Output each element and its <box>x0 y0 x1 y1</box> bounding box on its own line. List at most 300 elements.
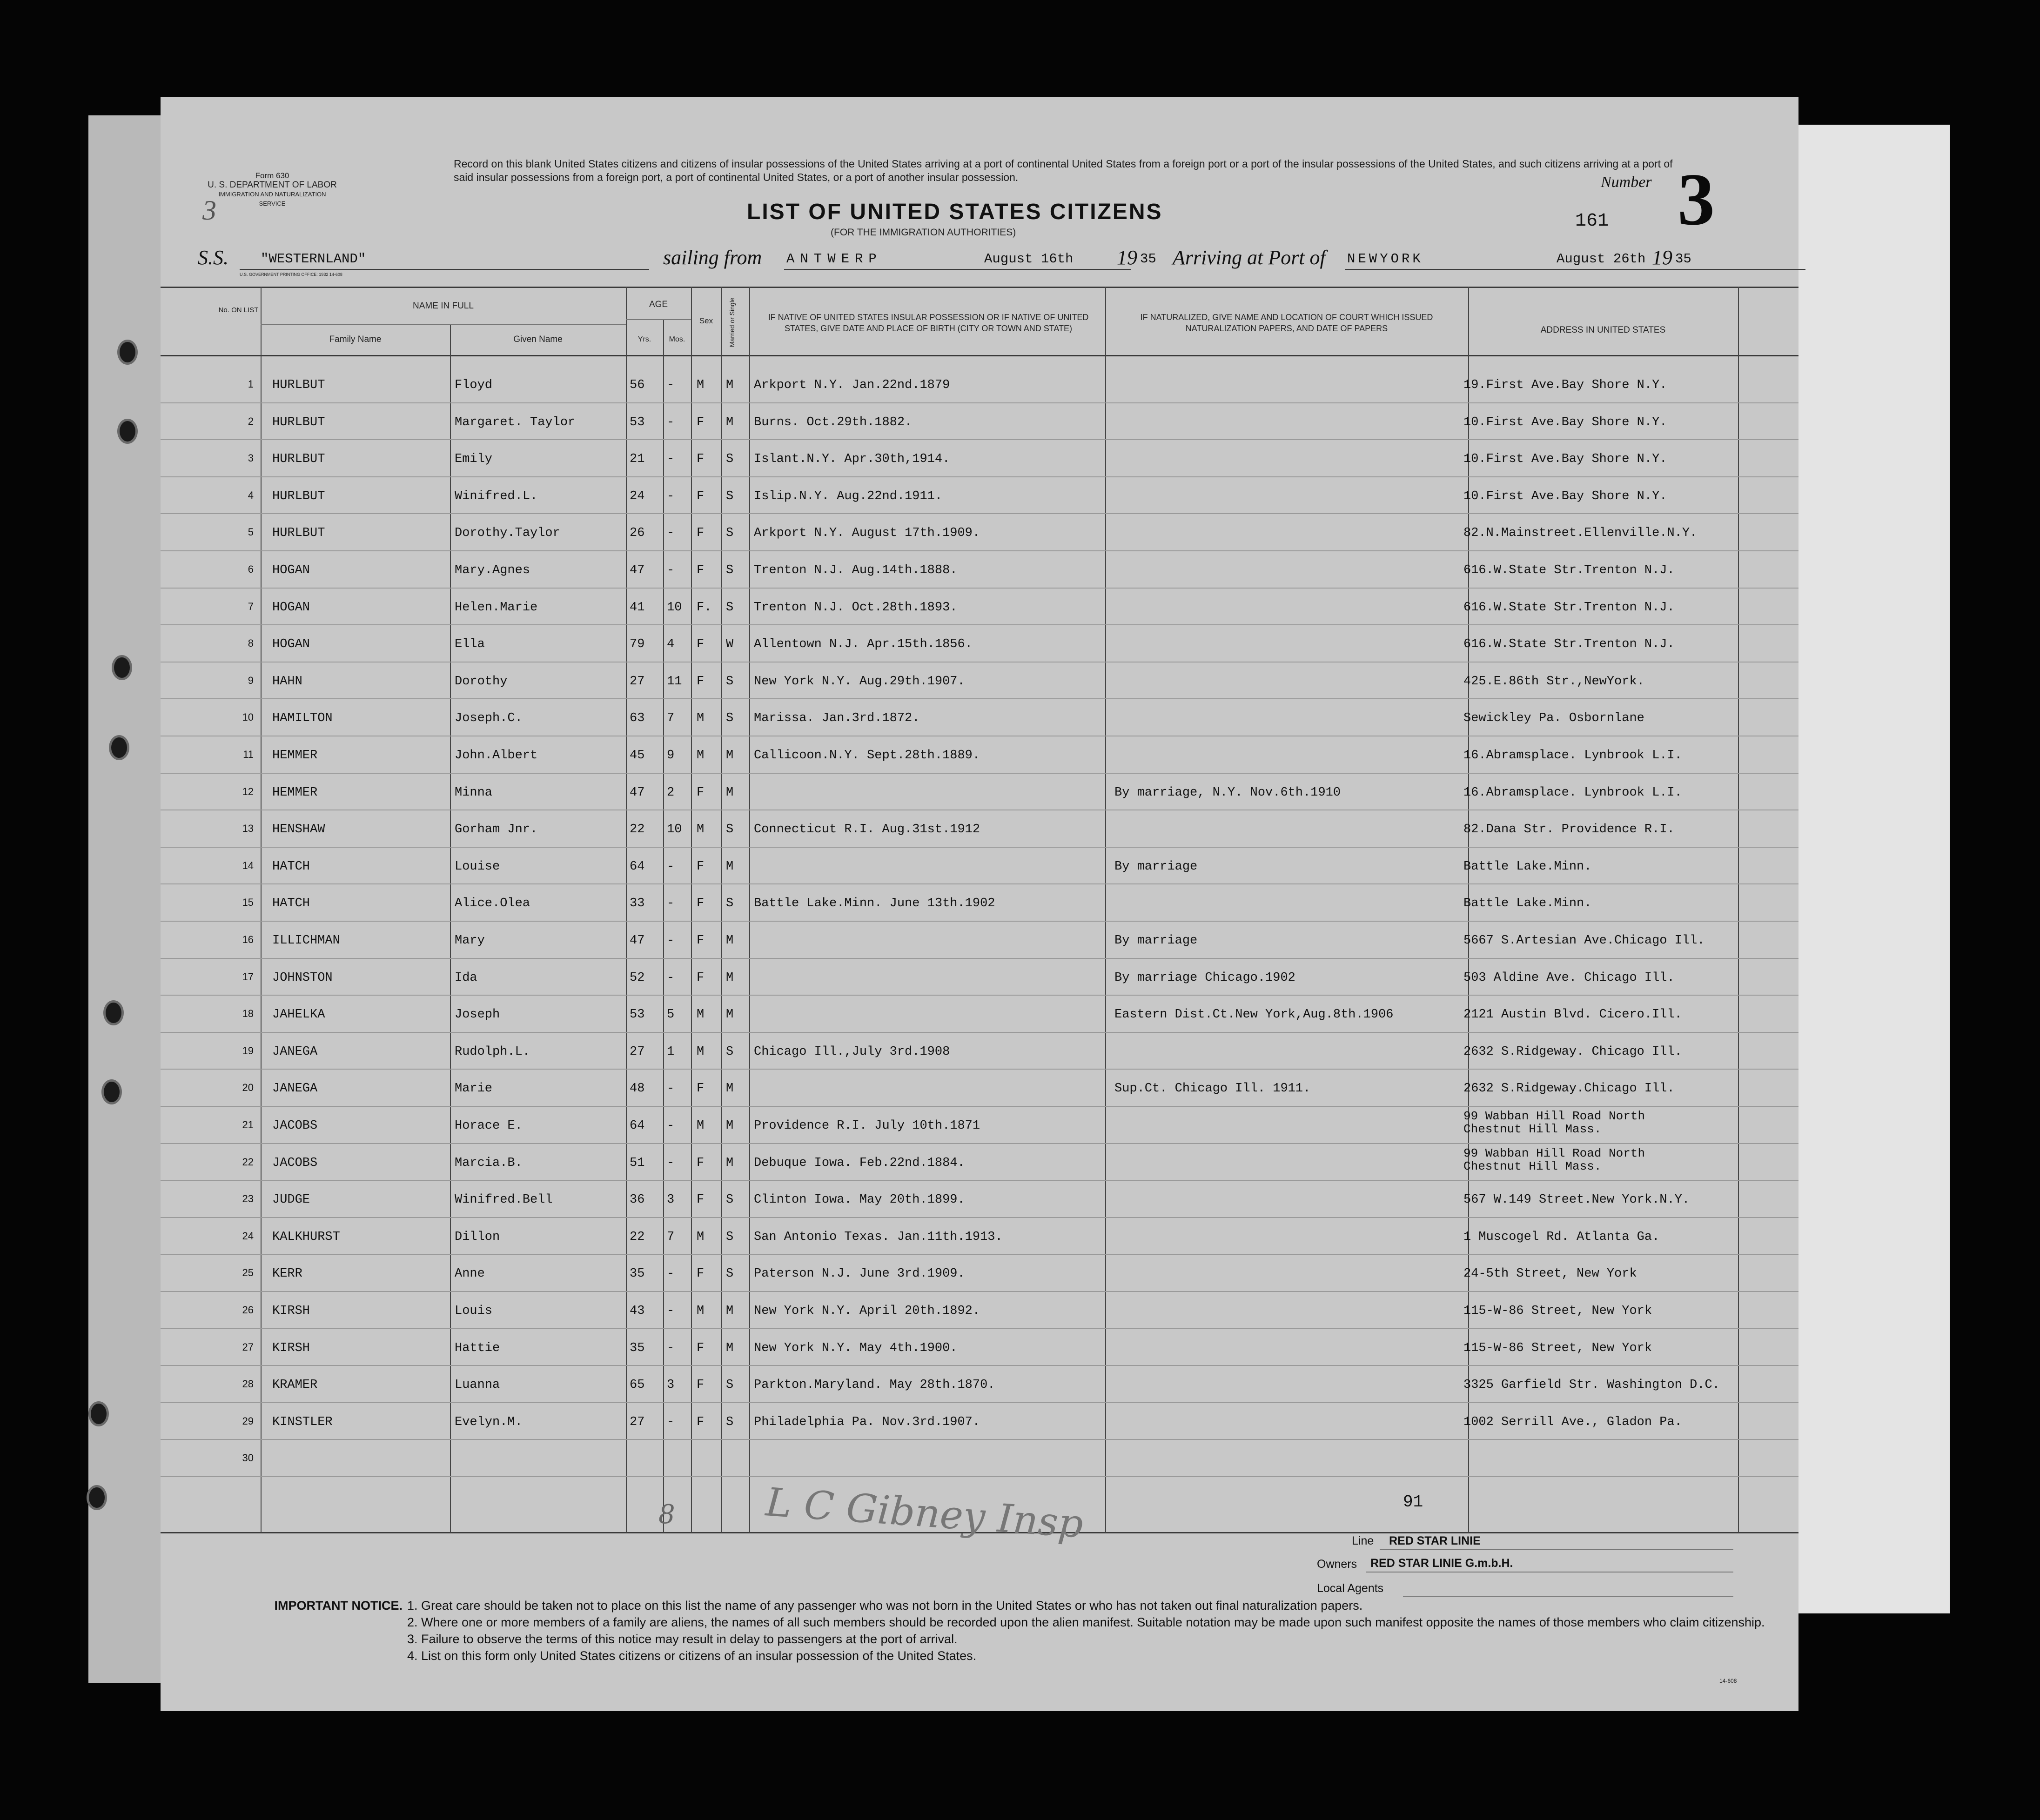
row-11-family: HEMMER <box>272 749 318 763</box>
row-19-yrs: 27 <box>630 1045 645 1059</box>
row-divider <box>161 402 1798 403</box>
row-divider <box>161 513 1798 514</box>
row-7-ms: S <box>726 601 734 615</box>
row-7-mos: 10 <box>667 601 682 615</box>
margin-mark: 3 <box>202 195 216 226</box>
row-18-family: JAHELKA <box>272 1008 325 1022</box>
row-23-given: Winifred.Bell <box>455 1193 553 1207</box>
row-3-family: HURLBUT <box>272 452 325 466</box>
row-16-addr: 5667 S.Artesian Ave.Chicago Ill. <box>1463 934 1705 948</box>
row-20-nat: Sup.Ct. Chicago Ill. 1911. <box>1114 1082 1311 1096</box>
row-3-addr: 10.First Ave.Bay Shore N.Y. <box>1463 452 1667 466</box>
header-married-single: Married or Single <box>728 297 736 348</box>
row-6-given: Mary.Agnes <box>455 563 530 577</box>
row-20-addr: 2632 S.Ridgeway.Chicago Ill. <box>1463 1082 1675 1096</box>
manifest-page <box>161 97 1798 1711</box>
row-1-birth: Arkport N.Y. Jan.22nd.1879 <box>754 378 950 392</box>
row-23-birth: Clinton Iowa. May 20th.1899. <box>754 1193 965 1207</box>
row-10-no: 10 <box>242 711 254 723</box>
row-divider <box>161 1106 1798 1107</box>
row-30-no: 30 <box>242 1452 254 1464</box>
row-17-addr: 503 Aldine Ave. Chicago Ill. <box>1463 971 1675 985</box>
row-18-sex: M <box>697 1008 705 1022</box>
row-4-yrs: 24 <box>630 489 645 503</box>
row-divider <box>161 883 1798 884</box>
row-21-yrs: 64 <box>630 1119 645 1133</box>
row-9-no: 9 <box>248 675 254 686</box>
row-divider <box>161 995 1798 996</box>
row-25-family: KERR <box>272 1267 302 1281</box>
row-29-family: KINSTLER <box>272 1415 333 1429</box>
row-divider <box>161 1402 1798 1403</box>
row-24-yrs: 22 <box>630 1230 645 1244</box>
row-15-given: Alice.Olea <box>455 897 530 910</box>
row-13-yrs: 22 <box>630 823 645 836</box>
row-9-addr: 425.E.86th Str.,NewYork. <box>1463 675 1644 689</box>
row-14-yrs: 64 <box>630 860 645 874</box>
row-4-sex: F <box>697 489 705 503</box>
row-divider <box>161 1254 1798 1255</box>
row-21-birth: Providence R.I. July 10th.1871 <box>754 1119 980 1133</box>
year-prefix: 19 <box>1117 246 1137 269</box>
binder-hole <box>109 735 129 760</box>
row-12-nat: By marriage, N.Y. Nov.6th.1910 <box>1114 786 1341 800</box>
row-21-given: Horace E. <box>455 1119 523 1133</box>
row-14-mos: - <box>667 860 675 874</box>
row-25-no: 25 <box>242 1267 254 1278</box>
row-14-addr: Battle Lake.Minn. <box>1463 860 1592 874</box>
row-15-sex: F <box>697 897 705 910</box>
row-10-addr: Sewickley Pa. Osbornlane <box>1463 711 1644 725</box>
arrive-date: August 26th <box>1557 251 1646 267</box>
row-7-addr: 616.W.State Str.Trenton N.J. <box>1463 601 1675 615</box>
row-27-sex: F <box>697 1341 705 1355</box>
owners-label: Owners <box>1317 1558 1357 1571</box>
depart-year: 35 <box>1140 251 1156 267</box>
row-12-family: HEMMER <box>272 786 318 800</box>
row-1-no: 1 <box>248 378 254 390</box>
row-27-birth: New York N.Y. May 4th.1900. <box>754 1341 958 1355</box>
row-13-given: Gorham Jnr. <box>455 823 538 836</box>
row-1-given: Floyd <box>455 378 493 392</box>
row-divider <box>161 1143 1798 1144</box>
row-2-sex: F <box>697 415 705 429</box>
line-name: RED STAR LINIE <box>1389 1534 1481 1547</box>
row-25-birth: Paterson N.J. June 3rd.1909. <box>754 1267 965 1281</box>
row-19-mos: 1 <box>667 1045 675 1059</box>
row-5-ms: S <box>726 526 734 540</box>
row-20-mos: - <box>667 1082 675 1096</box>
row-divider <box>161 1217 1798 1218</box>
row-16-family: ILLICHMAN <box>272 934 340 948</box>
row-11-ms: M <box>726 749 734 763</box>
row-24-addr: 1 Muscogel Rd. Atlanta Ga. <box>1463 1230 1660 1244</box>
row-9-given: Dorothy <box>455 675 508 689</box>
inspector-signature: L C Gibney Insp <box>764 1479 1085 1547</box>
row-29-given: Evelyn.M. <box>455 1415 523 1429</box>
right-adjacent-sheet <box>1787 125 1950 1613</box>
row-10-yrs: 63 <box>630 711 645 725</box>
port-to: NEWYORK <box>1347 251 1423 267</box>
row-12-no: 12 <box>242 786 254 797</box>
notice-item: 1. Great care should be taken not to place on this list the name of any passenger who was not born in the United States or who has not taken out final naturalization papers. <box>407 1599 1363 1613</box>
row-23-addr: 567 W.149 Street.New York.N.Y. <box>1463 1193 1690 1207</box>
row-24-family: KALKHURST <box>272 1230 340 1244</box>
row-19-no: 19 <box>242 1045 254 1057</box>
row-7-no: 7 <box>248 601 254 612</box>
row-27-given: Hattie <box>455 1341 500 1355</box>
department: U. S. DEPARTMENT OF LABOR <box>208 180 337 190</box>
row-7-yrs: 41 <box>630 601 645 615</box>
row-20-ms: M <box>726 1082 734 1096</box>
row-18-yrs: 53 <box>630 1008 645 1022</box>
row-8-addr: 616.W.State Str.Trenton N.J. <box>1463 637 1675 651</box>
row-1-addr: 19.First Ave.Bay Shore N.Y. <box>1463 378 1667 392</box>
binder-hole <box>101 1079 122 1104</box>
row-23-family: JUDGE <box>272 1193 310 1207</box>
agents-label: Local Agents <box>1317 1582 1384 1595</box>
row-7-family: HOGAN <box>272 601 310 615</box>
notice-item: 4. List on this form only United States citizens or citizens of an insular possession of the United States. <box>407 1649 977 1663</box>
row-28-yrs: 65 <box>630 1378 645 1392</box>
depart-date: August 16th <box>984 251 1074 267</box>
row-2-yrs: 53 <box>630 415 645 429</box>
row-26-no: 26 <box>242 1304 254 1316</box>
row-15-addr: Battle Lake.Minn. <box>1463 897 1592 910</box>
row-22-no: 22 <box>242 1156 254 1168</box>
row-9-ms: S <box>726 675 734 689</box>
row-17-family: JOHNSTON <box>272 971 333 985</box>
row-19-given: Rudolph.L. <box>455 1045 530 1059</box>
row-6-birth: Trenton N.J. Aug.14th.1888. <box>754 563 958 577</box>
row-5-no: 5 <box>248 526 254 538</box>
row-26-ms: M <box>726 1304 734 1318</box>
row-26-birth: New York N.Y. April 20th.1892. <box>754 1304 980 1318</box>
header-yrs: Yrs. <box>638 335 651 343</box>
row-17-mos: - <box>667 971 675 985</box>
binder-hole <box>117 340 138 365</box>
binder-hole <box>112 655 132 680</box>
header-birth: IF NATIVE OF UNITED STATES INSULAR POSSESSION OR IF NATIVE OF UNITED STATES, GIVE DATE AND PLACE OF BIRTH (CITY OR TOWN AND STATE) <box>768 313 1089 333</box>
row-17-given: Ida <box>455 971 477 985</box>
row-29-addr: 1002 Serrill Ave., Gladon Pa. <box>1463 1415 1682 1429</box>
row-12-given: Minna <box>455 786 493 800</box>
row-25-mos: - <box>667 1267 675 1281</box>
row-24-mos: 7 <box>667 1230 675 1244</box>
row-15-family: HATCH <box>272 897 310 910</box>
row-13-mos: 10 <box>667 823 682 836</box>
row-25-given: Anne <box>455 1267 485 1281</box>
row-6-yrs: 47 <box>630 563 645 577</box>
row-14-given: Louise <box>455 860 500 874</box>
notice-label: IMPORTANT NOTICE. <box>274 1599 403 1613</box>
row-12-sex: F <box>697 786 705 800</box>
row-18-nat: Eastern Dist.Ct.New York,Aug.8th.1906 <box>1114 1008 1394 1022</box>
row-6-sex: F <box>697 563 705 577</box>
row-2-mos: - <box>667 415 675 429</box>
header-family-name: Family Name <box>329 335 382 344</box>
row-9-family: HAHN <box>272 675 302 689</box>
row-3-sex: F <box>697 452 705 466</box>
header-given-name: Given Name <box>513 335 563 344</box>
line-label: Line <box>1352 1534 1374 1547</box>
row-23-ms: S <box>726 1193 734 1207</box>
row-8-no: 8 <box>248 637 254 649</box>
row-28-ms: S <box>726 1378 734 1392</box>
row-divider <box>161 439 1798 440</box>
row-16-mos: - <box>667 934 675 948</box>
row-2-family: HURLBUT <box>272 415 325 429</box>
row-17-yrs: 52 <box>630 971 645 985</box>
row-29-sex: F <box>697 1415 705 1429</box>
row-5-addr: 82.N.Mainstreet.Ellenville.N.Y. <box>1463 526 1698 540</box>
row-divider <box>161 550 1798 551</box>
row-20-sex: F <box>697 1082 705 1096</box>
row-22-sex: F <box>697 1156 705 1170</box>
row-22-yrs: 51 <box>630 1156 645 1170</box>
row-4-family: HURLBUT <box>272 489 325 503</box>
row-16-nat: By marriage <box>1114 934 1198 948</box>
row-8-family: HOGAN <box>272 637 310 651</box>
row-1-family: HURLBUT <box>272 378 325 392</box>
row-3-yrs: 21 <box>630 452 645 466</box>
row-26-addr: 115-W-86 Street, New York <box>1463 1304 1652 1318</box>
row-28-no: 28 <box>242 1378 254 1390</box>
row-22-mos: - <box>667 1156 675 1170</box>
row-divider <box>161 1476 1798 1477</box>
row-divider <box>161 1328 1798 1329</box>
row-20-yrs: 48 <box>630 1082 645 1096</box>
row-8-mos: 4 <box>667 637 675 651</box>
row-8-given: Ella <box>455 637 485 651</box>
row-3-given: Emily <box>455 452 493 466</box>
row-divider <box>161 1180 1798 1181</box>
row-2-given: Margaret. Taylor <box>455 415 576 429</box>
row-27-mos: - <box>667 1341 675 1355</box>
row-22-family: JACOBS <box>272 1156 318 1170</box>
row-10-ms: S <box>726 711 734 725</box>
row-22-addr: 99 Wabban Hill Road North Chestnut Hill Mass. <box>1463 1146 1645 1173</box>
binder-hole <box>87 1485 107 1510</box>
row-28-mos: 3 <box>667 1378 675 1392</box>
row-11-sex: M <box>697 749 705 763</box>
row-29-birth: Philadelphia Pa. Nov.3rd.1907. <box>754 1415 980 1429</box>
row-6-no: 6 <box>248 563 254 575</box>
row-23-yrs: 36 <box>630 1193 645 1207</box>
row-15-yrs: 33 <box>630 897 645 910</box>
row-divider <box>161 588 1798 589</box>
row-25-sex: F <box>697 1267 705 1281</box>
row-16-ms: M <box>726 934 734 948</box>
row-28-addr: 3325 Garfield Str. Washington D.C. <box>1463 1378 1720 1392</box>
row-21-mos: - <box>667 1119 675 1133</box>
row-19-birth: Chicago Ill.,July 3rd.1908 <box>754 1045 950 1059</box>
row-13-no: 13 <box>242 823 254 834</box>
number-label: Number <box>1601 174 1652 191</box>
row-7-birth: Trenton N.J. Oct.28th.1893. <box>754 601 958 615</box>
row-15-birth: Battle Lake.Minn. June 13th.1902 <box>754 897 995 910</box>
row-3-no: 3 <box>248 452 254 464</box>
row-27-no: 27 <box>242 1341 254 1353</box>
binder-hole <box>88 1401 109 1426</box>
row-9-yrs: 27 <box>630 675 645 689</box>
row-29-mos: - <box>667 1415 675 1429</box>
row-18-given: Joseph <box>455 1008 500 1022</box>
sailing-label: sailing from <box>663 246 762 269</box>
row-19-addr: 2632 S.Ridgeway. Chicago Ill. <box>1463 1045 1682 1059</box>
row-11-addr: 16.Abramsplace. Lynbrook L.I. <box>1463 749 1682 763</box>
binder-hole <box>117 419 138 444</box>
row-12-ms: M <box>726 786 734 800</box>
header-address: ADDRESS IN UNITED STATES <box>1540 325 1666 335</box>
row-18-mos: 5 <box>667 1008 675 1022</box>
row-24-no: 24 <box>242 1230 254 1242</box>
arriving-label: Arriving at Port of <box>1173 246 1326 269</box>
header-no-on-list: No. ON LIST <box>218 306 259 314</box>
row-1-sex: M <box>697 378 705 392</box>
row-16-sex: F <box>697 934 705 948</box>
row-28-family: KRAMER <box>272 1378 318 1392</box>
row-25-yrs: 35 <box>630 1267 645 1281</box>
notice-item: 2. Where one or more members of a family are aliens, the names of all such members should be recorded upon the alien manifest. Suitable notation may be made upon such manifest opposite the names of those members who claim citizenship. <box>407 1615 1765 1629</box>
row-4-birth: Islip.N.Y. Aug.22nd.1911. <box>754 489 943 503</box>
row-24-given: Dillon <box>455 1230 500 1244</box>
row-divider <box>161 1291 1798 1292</box>
row-13-birth: Connecticut R.I. Aug.31st.1912 <box>754 823 980 836</box>
row-14-no: 14 <box>242 860 254 871</box>
row-5-sex: F <box>697 526 705 540</box>
row-2-addr: 10.First Ave.Bay Shore N.Y. <box>1463 415 1667 429</box>
stamp-number: 161 <box>1575 211 1609 232</box>
row-14-family: HATCH <box>272 860 310 874</box>
row-28-sex: F <box>697 1378 705 1392</box>
row-16-yrs: 47 <box>630 934 645 948</box>
row-15-no: 15 <box>242 897 254 908</box>
row-21-ms: M <box>726 1119 734 1133</box>
row-5-family: HURLBUT <box>272 526 325 540</box>
row-3-birth: Islant.N.Y. Apr.30th,1914. <box>754 452 950 466</box>
row-27-yrs: 35 <box>630 1341 645 1355</box>
header-naturalized: IF NATURALIZED, GIVE NAME AND LOCATION OF COURT WHICH ISSUED NATURALIZATION PAPERS, AND DATE OF PAPERS <box>1140 313 1433 333</box>
row-6-mos: - <box>667 563 675 577</box>
row-26-given: Louis <box>455 1304 493 1318</box>
row-9-birth: New York N.Y. Aug.29th.1907. <box>754 675 965 689</box>
row-19-ms: S <box>726 1045 734 1059</box>
row-13-ms: S <box>726 823 734 836</box>
row-26-family: KIRSH <box>272 1304 310 1318</box>
row-11-birth: Callicoon.N.Y. Sept.28th.1889. <box>754 749 980 763</box>
row-21-no: 21 <box>242 1119 254 1131</box>
intro-text: Record on this blank United States citizens and citizens of insular possessions of the United States arriving at a port of continental United States from a foreign port or a port of the insular possessions of the United States, and such citizens arriving at a port of said insular possessions from a foreign port, a port of continental United States, or a port of another insular possession. <box>454 158 1673 183</box>
row-18-no: 18 <box>242 1008 254 1019</box>
row-25-ms: S <box>726 1267 734 1281</box>
row-4-ms: S <box>726 489 734 503</box>
service: IMMIGRATION AND NATURALIZATION SERVICE <box>218 191 326 207</box>
arrive-year: 35 <box>1675 251 1691 267</box>
row-16-no: 16 <box>242 934 254 945</box>
row-1-mos: - <box>667 378 675 392</box>
row-4-given: Winifred.L. <box>455 489 538 503</box>
row-13-family: HENSHAW <box>272 823 325 836</box>
owners-name: RED STAR LINIE G.m.b.H. <box>1370 1557 1513 1570</box>
row-20-family: JANEGA <box>272 1082 318 1096</box>
row-14-sex: F <box>697 860 705 874</box>
row-15-mos: - <box>667 897 675 910</box>
row-1-ms: M <box>726 378 734 392</box>
row-7-sex: F. <box>697 601 712 615</box>
row-8-yrs: 79 <box>630 637 645 651</box>
page-title: LIST OF UNITED STATES CITIZENS <box>747 200 1163 224</box>
row-10-sex: M <box>697 711 705 725</box>
row-divider <box>161 624 1798 625</box>
row-9-mos: 11 <box>667 675 682 689</box>
binder-hole <box>103 1000 124 1025</box>
row-5-given: Dorothy.Taylor <box>455 526 560 540</box>
row-5-birth: Arkport N.Y. August 17th.1909. <box>754 526 980 540</box>
row-29-no: 29 <box>242 1415 254 1427</box>
row-divider <box>161 1365 1798 1366</box>
row-19-sex: M <box>697 1045 705 1059</box>
row-divider <box>161 847 1798 848</box>
row-20-given: Marie <box>455 1082 493 1096</box>
row-8-sex: F <box>697 637 705 651</box>
row-18-ms: M <box>726 1008 734 1022</box>
row-17-no: 17 <box>242 971 254 983</box>
form-id <box>207 171 337 208</box>
row-4-mos: - <box>667 489 675 503</box>
row-24-sex: M <box>697 1230 705 1244</box>
row-22-birth: Debuque Iowa. Feb.22nd.1884. <box>754 1156 965 1170</box>
header-age: AGE <box>649 300 668 309</box>
page-subtitle: (FOR THE IMMIGRATION AUTHORITIES) <box>831 227 1016 238</box>
header-sex: Sex <box>699 316 713 325</box>
row-21-addr: 99 Wabban Hill Road North Chestnut Hill Mass. <box>1463 1109 1645 1136</box>
row-24-birth: San Antonio Texas. Jan.11th.1913. <box>754 1230 1003 1244</box>
row-27-addr: 115-W-86 Street, New York <box>1463 1341 1652 1355</box>
row-12-mos: 2 <box>667 786 675 800</box>
notice-list <box>407 1597 1771 1664</box>
row-13-sex: M <box>697 823 705 836</box>
row-29-yrs: 27 <box>630 1415 645 1429</box>
row-25-addr: 24-5th Street, New York <box>1463 1267 1637 1281</box>
printing-office: U.S. GOVERNMENT PRINTING OFFICE: 1932 14-608 <box>240 272 342 277</box>
row-11-mos: 9 <box>667 749 675 763</box>
header-mos: Mos. <box>669 335 685 343</box>
row-19-family: JANEGA <box>272 1045 318 1059</box>
row-2-no: 2 <box>248 415 254 427</box>
handwritten-count: 8 <box>658 1499 675 1530</box>
row-11-no: 11 <box>243 749 254 760</box>
row-divider <box>161 1032 1798 1033</box>
row-18-addr: 2121 Austin Blvd. Cicero.Ill. <box>1463 1008 1682 1022</box>
row-23-no: 23 <box>242 1193 254 1204</box>
row-27-family: KIRSH <box>272 1341 310 1355</box>
row-16-given: Mary <box>455 934 485 948</box>
row-divider <box>161 773 1798 774</box>
row-6-family: HOGAN <box>272 563 310 577</box>
row-3-mos: - <box>667 452 675 466</box>
row-7-given: Helen.Marie <box>455 601 538 615</box>
row-23-mos: 3 <box>667 1193 675 1207</box>
row-divider <box>161 1069 1798 1070</box>
row-17-sex: F <box>697 971 705 985</box>
row-22-given: Marcia.B. <box>455 1156 523 1170</box>
row-21-family: JACOBS <box>272 1119 318 1133</box>
row-10-birth: Marissa. Jan.3rd.1872. <box>754 711 920 725</box>
row-22-ms: M <box>726 1156 734 1170</box>
row-4-addr: 10.First Ave.Bay Shore N.Y. <box>1463 489 1667 503</box>
row-2-birth: Burns. Oct.29th.1882. <box>754 415 913 429</box>
